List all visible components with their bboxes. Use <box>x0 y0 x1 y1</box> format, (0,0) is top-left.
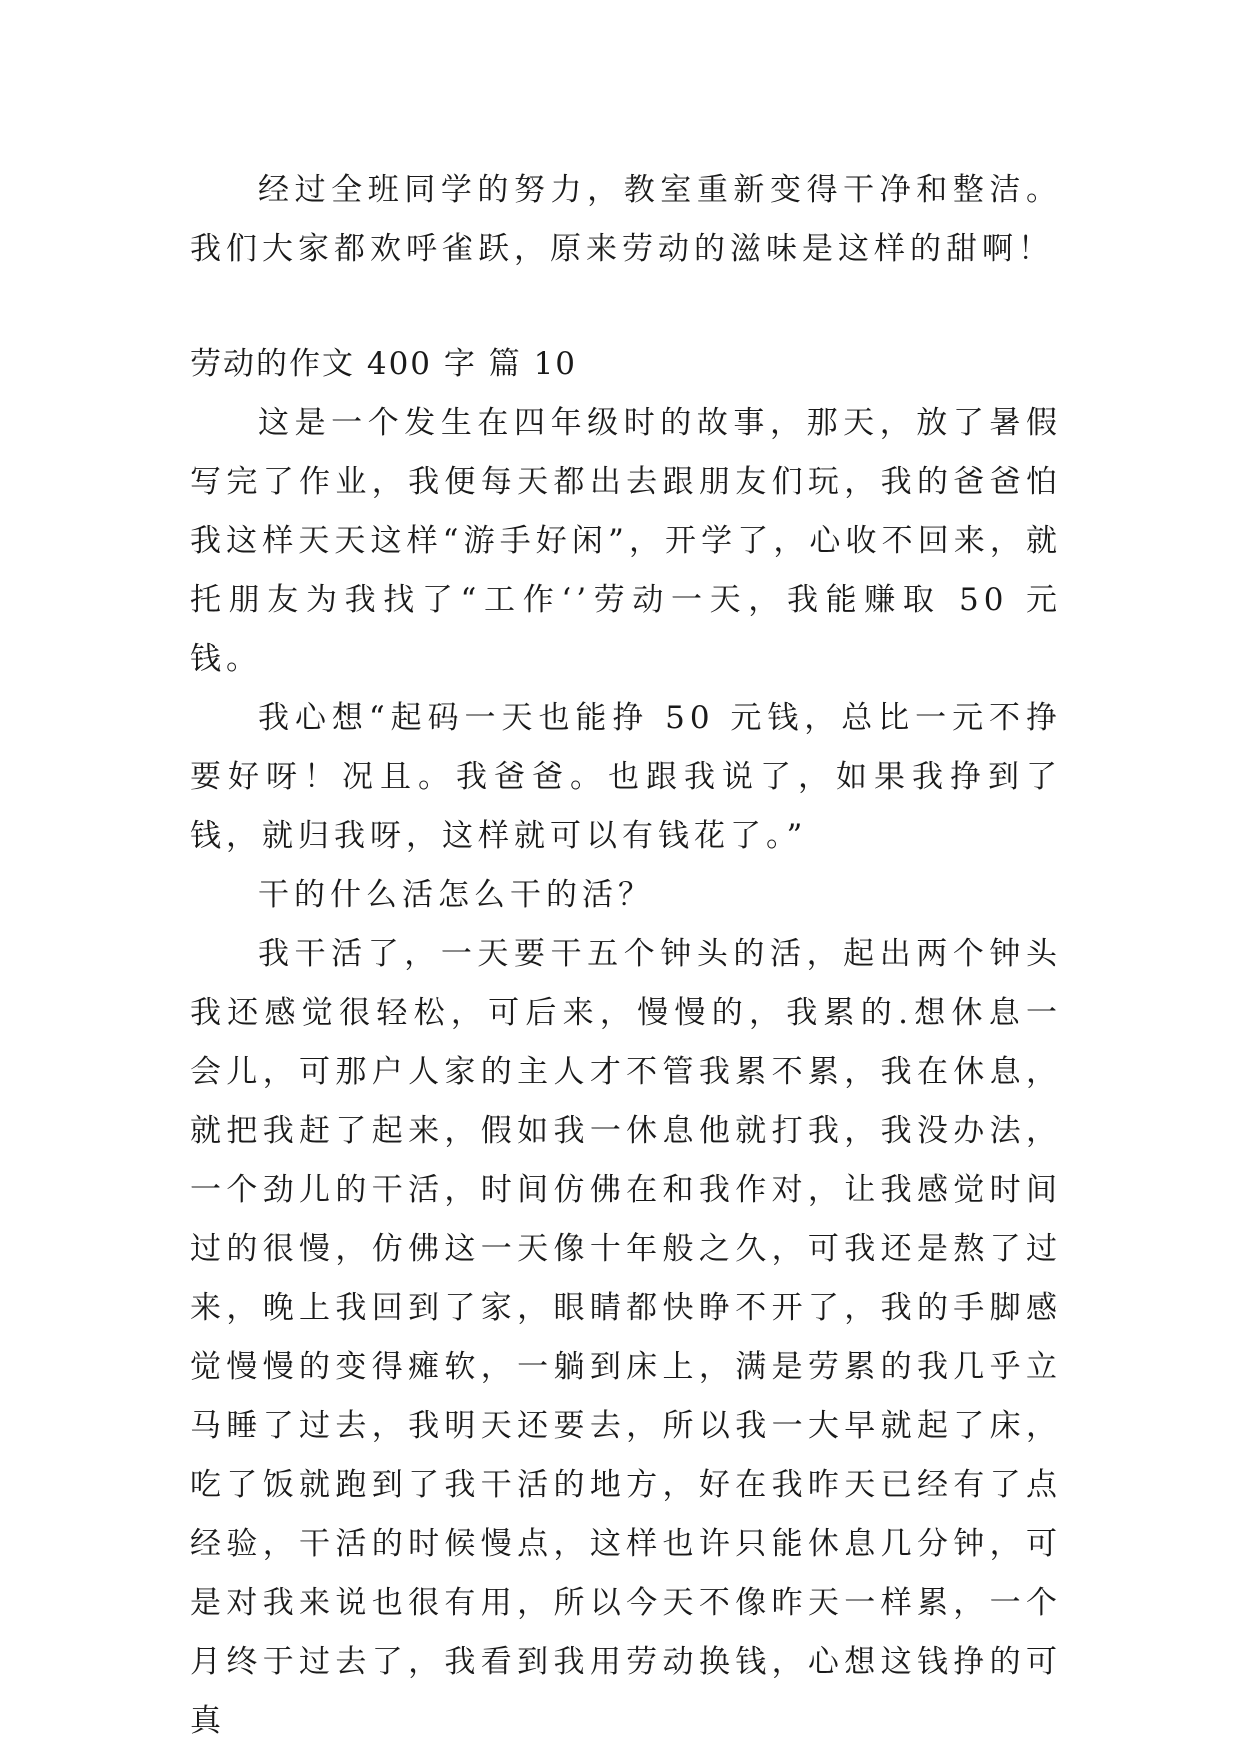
section-title: 劳动的作文 400 字 篇 10 <box>190 346 578 382</box>
intro-paragraph: 经过全班同学的努力，教室重新变得干净和整洁。我们大家都欢呼雀跃，原来劳动的滋味是这样的甜啊！ <box>190 172 1062 267</box>
paragraph: 我心想“起码一天也能挣 50 元钱，总比一元不挣要好呀！况且。我爸爸。也跟我说了，如果我挣到了钱，就归我呀，这样就可以有钱花了。” <box>190 700 1062 854</box>
paragraph: 干的什么活怎么干的活？ <box>258 877 654 913</box>
essay-section <box>190 335 1062 1751</box>
intro-section <box>190 161 1062 279</box>
paragraph: 我干活了，一天要干五个钟头的活，起出两个钟头我还感觉很轻松，可后来，慢慢的，我累的.想休息一会儿，可那户人家的主人才不管我累不累，我在休息，就把我赶了起来，假如我一休息他就打我，我没办法，一个劲儿的干活，时间仿佛在和我作对，让我感觉时间过的很慢，仿佛这一天像十年般之久，可我还是熬了过来，晚上我回到了家，眼睛都快睁不开了，我的手脚感觉慢慢的变得瘫软，一躺到床上，满是劳累的我几乎立马睡了过去，我明天还要去，所以我一大早就起了床，吃了饭就跑到了我干活的地方，好在我昨天已经有了点经验，干活的时候慢点，这样也许只能休息几分钟，可是对我来说也很有用，所以今天不像昨天一样累，一个月终于过去了，我看到我用劳动换钱，心想这钱挣的可真 <box>190 936 1062 1739</box>
paragraph: 这是一个发生在四年级时的故事，那天，放了暑假写完了作业，我便每天都出去跟朋友们玩，我的爸爸怕我这样天天这样“游手好闲”，开学了，心收不回来，就托朋友为我找了“工作‘’劳动一天，我能赚取 50 元钱。 <box>190 405 1062 677</box>
